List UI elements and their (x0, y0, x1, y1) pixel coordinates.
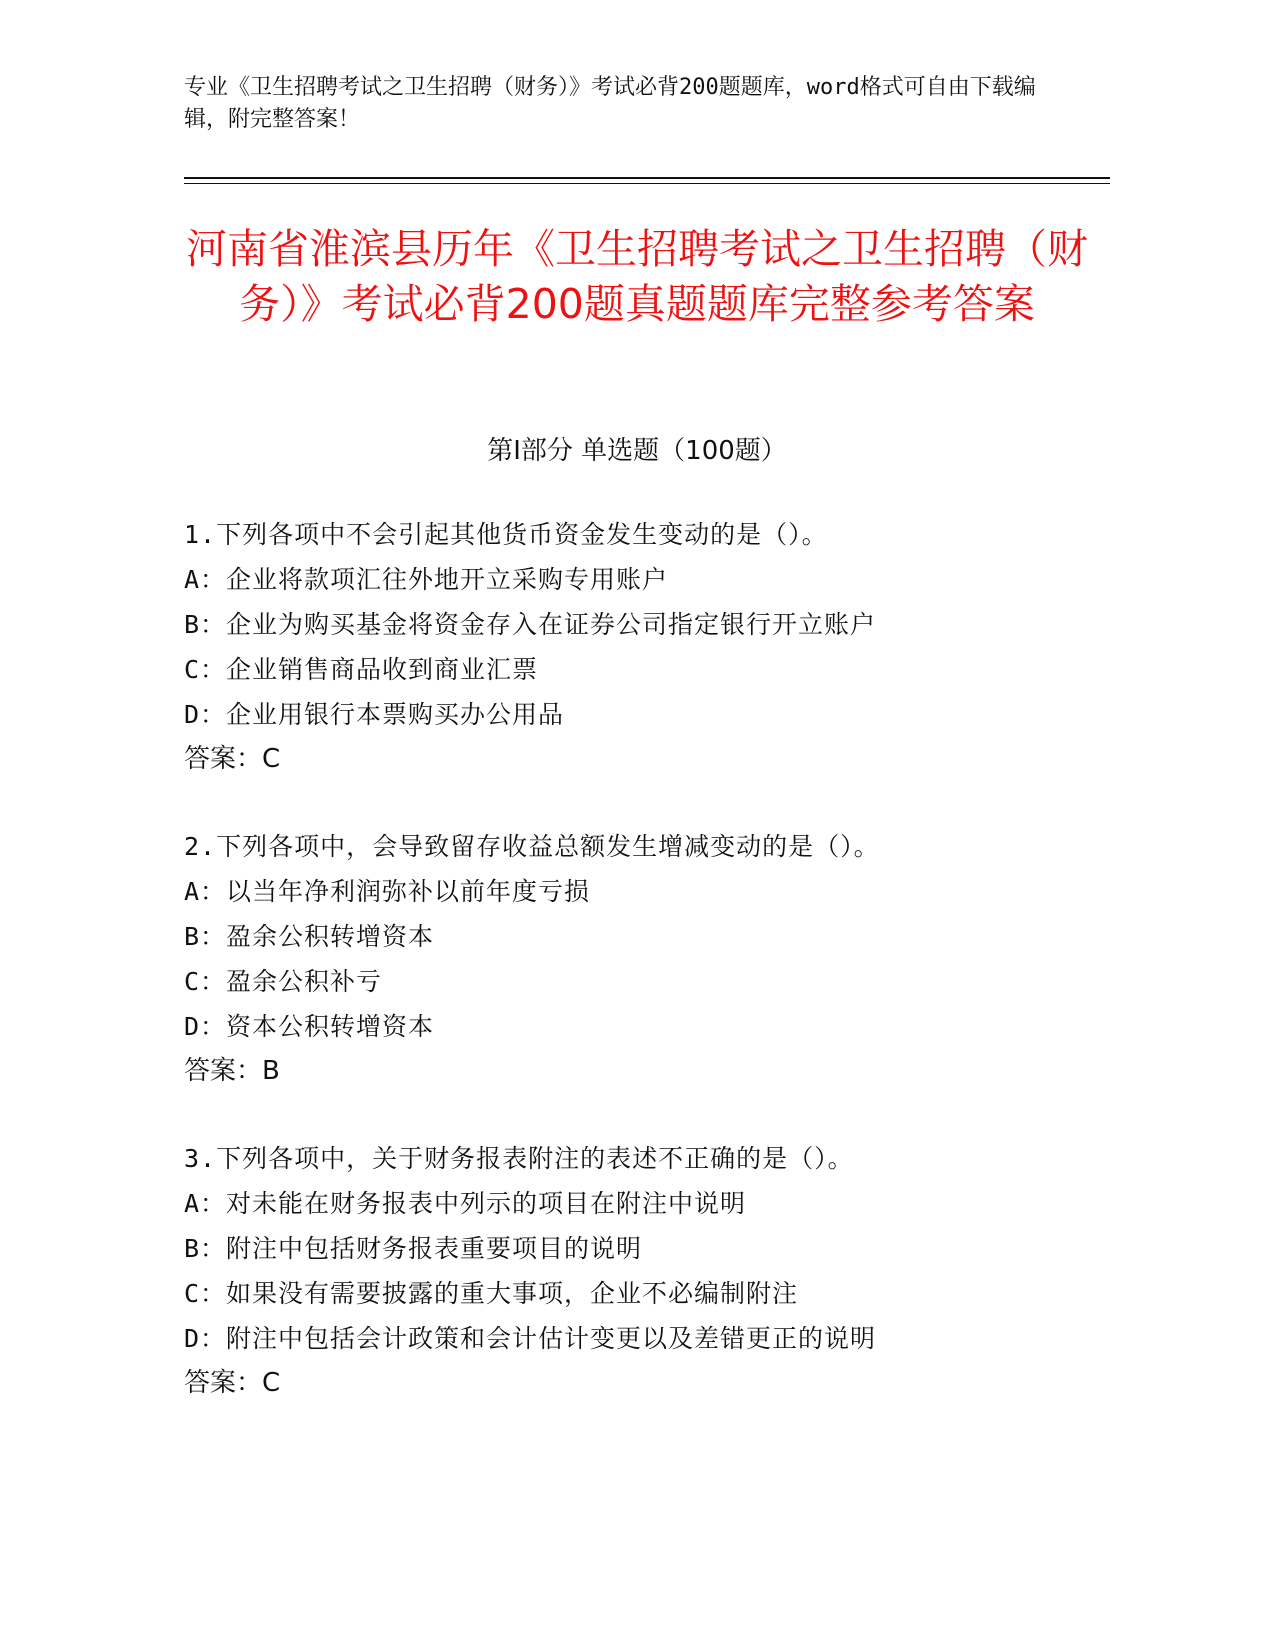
option-a: A：企业将款项汇往外地开立采购专用账户 (184, 565, 669, 594)
option-c: C：企业销售商品收到商业汇票 (184, 655, 539, 684)
document-title: 河南省淮滨县历年《卫生招聘考试之卫生招聘（财务）》考试必背200题真题题库完整参考答案 (186, 225, 1088, 328)
question-block (184, 1136, 1104, 1406)
option-a: A：对未能在财务报表中列示的项目在附注中说明 (184, 1189, 747, 1218)
header-divider-thick (184, 177, 1110, 179)
question-stem: 2.下列各项中，会导致留存收益总额发生增减变动的是（）。 (184, 832, 880, 861)
option-b: B：盈余公积转增资本 (184, 922, 435, 951)
header-divider-thin (184, 183, 1110, 184)
option-d: D：资本公积转增资本 (184, 1012, 435, 1041)
answer: 答案：C (184, 744, 281, 774)
question-stem: 3.下列各项中，关于财务报表附注的表述不正确的是（）。 (184, 1144, 854, 1173)
question-stem: 1.下列各项中不会引起其他货币资金发生变动的是（）。 (184, 520, 828, 549)
option-d: D：附注中包括会计政策和会计估计变更以及差错更正的说明 (184, 1324, 877, 1353)
option-b: B：企业为购买基金将资金存入在证券公司指定银行开立账户 (184, 610, 877, 639)
option-c: C：盈余公积补亏 (184, 967, 383, 996)
option-d: D：企业用银行本票购买办公用品 (184, 700, 565, 729)
answer: 答案：C (184, 1368, 281, 1398)
option-c: C：如果没有需要披露的重大事项，企业不必编制附注 (184, 1279, 799, 1308)
option-b: B：附注中包括财务报表重要项目的说明 (184, 1234, 643, 1263)
answer: 答案：B (184, 1056, 280, 1086)
section-heading: 第Ⅰ部分 单选题（100题） (487, 436, 787, 466)
question-block (184, 512, 1104, 782)
option-a: A：以当年净利润弥补以前年度亏损 (184, 877, 591, 906)
question-block (184, 824, 1104, 1094)
header-note: 专业《卫生招聘考试之卫生招聘（财务）》考试必背200题题库，word格式可自由下载编辑，附完整答案！ (184, 75, 1036, 132)
